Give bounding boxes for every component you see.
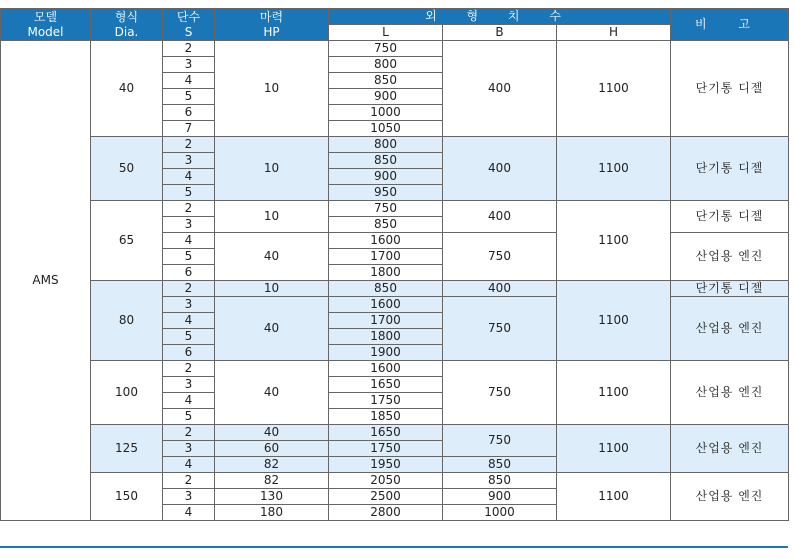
dia-cell: 125 [91, 425, 163, 473]
stage-cell: 2 [163, 41, 215, 57]
stage-cell: 4 [163, 505, 215, 521]
stage-cell: 3 [163, 153, 215, 169]
stage-cell: 4 [163, 73, 215, 89]
l-cell: 1950 [329, 457, 443, 473]
stage-cell: 3 [163, 217, 215, 233]
stage-cell: 4 [163, 233, 215, 249]
stage-cell: 6 [163, 345, 215, 361]
table-row [1, 41, 789, 57]
stage-cell: 3 [163, 297, 215, 313]
h-cell: 1100 [557, 361, 671, 425]
l-cell: 950 [329, 185, 443, 201]
table-row [1, 473, 789, 489]
h-cell: 1100 [557, 473, 671, 521]
stage-cell: 5 [163, 89, 215, 105]
l-cell: 1650 [329, 377, 443, 393]
note-cell: 산업용 엔진 [671, 361, 789, 425]
b-cell: 900 [443, 489, 557, 505]
stage-cell: 3 [163, 441, 215, 457]
l-cell: 2500 [329, 489, 443, 505]
header-b: B [443, 25, 557, 41]
l-cell: 1750 [329, 393, 443, 409]
hp-cell: 10 [215, 281, 329, 297]
note-cell: 산업용 엔진 [671, 425, 789, 473]
hp-cell: 10 [215, 137, 329, 201]
l-cell: 1800 [329, 329, 443, 345]
l-cell: 850 [329, 73, 443, 89]
hp-cell: 82 [215, 473, 329, 489]
b-cell: 1000 [443, 505, 557, 521]
header-dia: 형식 Dia. [91, 9, 163, 41]
header-row-1 [1, 9, 789, 25]
h-cell: 1100 [557, 425, 671, 473]
hp-cell: 82 [215, 457, 329, 473]
l-cell: 1750 [329, 441, 443, 457]
table-row [1, 425, 789, 441]
b-cell: 850 [443, 457, 557, 473]
stage-cell: 4 [163, 169, 215, 185]
b-cell: 750 [443, 361, 557, 425]
header-l: L [329, 25, 443, 41]
l-cell: 1000 [329, 105, 443, 121]
l-cell: 1700 [329, 313, 443, 329]
stage-cell: 2 [163, 361, 215, 377]
header-dimensions: 외 형 치 수 [329, 9, 671, 25]
b-cell: 400 [443, 41, 557, 137]
table-row [1, 361, 789, 377]
hp-cell: 10 [215, 41, 329, 137]
l-cell: 750 [329, 201, 443, 217]
l-cell: 1600 [329, 297, 443, 313]
header-stage: 단수 S [163, 9, 215, 41]
l-cell: 1700 [329, 249, 443, 265]
hp-cell: 180 [215, 505, 329, 521]
header-h: H [557, 25, 671, 41]
h-cell: 1100 [557, 137, 671, 201]
stage-cell: 3 [163, 377, 215, 393]
table-row [1, 201, 789, 217]
l-cell: 850 [329, 281, 443, 297]
b-cell: 400 [443, 281, 557, 297]
b-cell: 750 [443, 425, 557, 457]
spec-table [0, 8, 789, 521]
stage-cell: 4 [163, 393, 215, 409]
note-cell: 단기통 디젤 [671, 137, 789, 201]
b-cell: 850 [443, 473, 557, 489]
l-cell: 1600 [329, 361, 443, 377]
l-cell: 1850 [329, 409, 443, 425]
dia-cell: 80 [91, 281, 163, 361]
hp-cell: 130 [215, 489, 329, 505]
dia-cell: 150 [91, 473, 163, 521]
dia-cell: 65 [91, 201, 163, 281]
note-cell: 단기통 디젤 [671, 201, 789, 233]
stage-cell: 2 [163, 137, 215, 153]
l-cell: 1650 [329, 425, 443, 441]
b-cell: 750 [443, 233, 557, 281]
table-row [1, 281, 789, 297]
l-cell: 850 [329, 153, 443, 169]
dia-cell: 100 [91, 361, 163, 425]
stage-cell: 7 [163, 121, 215, 137]
h-cell: 1100 [557, 281, 671, 361]
note-cell: 단기통 디젤 [671, 41, 789, 137]
stage-cell: 3 [163, 489, 215, 505]
note-cell: 단기통 디젤 [671, 281, 789, 297]
stage-cell: 3 [163, 57, 215, 73]
b-cell: 400 [443, 201, 557, 233]
l-cell: 1050 [329, 121, 443, 137]
dia-cell: 40 [91, 41, 163, 137]
note-cell: 산업용 엔진 [671, 233, 789, 281]
header-hp: 마력 HP [215, 9, 329, 41]
model-cell: AMS [1, 41, 91, 521]
l-cell: 800 [329, 137, 443, 153]
stage-cell: 2 [163, 281, 215, 297]
l-cell: 900 [329, 89, 443, 105]
header-note: 비 고 [671, 9, 789, 41]
b-cell: 750 [443, 297, 557, 361]
hp-cell: 60 [215, 441, 329, 457]
l-cell: 2050 [329, 473, 443, 489]
h-cell: 1100 [557, 201, 671, 281]
stage-cell: 5 [163, 329, 215, 345]
l-cell: 750 [329, 41, 443, 57]
hp-cell: 40 [215, 233, 329, 281]
bottom-rule [0, 546, 788, 548]
stage-cell: 2 [163, 201, 215, 217]
l-cell: 1600 [329, 233, 443, 249]
stage-cell: 4 [163, 457, 215, 473]
header-model: 모델 Model [1, 9, 91, 41]
l-cell: 1800 [329, 265, 443, 281]
h-cell: 1100 [557, 41, 671, 137]
l-cell: 2800 [329, 505, 443, 521]
b-cell: 400 [443, 137, 557, 201]
hp-cell: 10 [215, 201, 329, 233]
stage-cell: 5 [163, 409, 215, 425]
l-cell: 850 [329, 217, 443, 233]
hp-cell: 40 [215, 425, 329, 441]
stage-cell: 6 [163, 105, 215, 121]
dia-cell: 50 [91, 137, 163, 201]
stage-cell: 6 [163, 265, 215, 281]
stage-cell: 4 [163, 313, 215, 329]
table-row [1, 137, 789, 153]
stage-cell: 5 [163, 249, 215, 265]
l-cell: 800 [329, 57, 443, 73]
stage-cell: 2 [163, 425, 215, 441]
hp-cell: 40 [215, 361, 329, 425]
l-cell: 900 [329, 169, 443, 185]
stage-cell: 5 [163, 185, 215, 201]
note-cell: 산업용 엔진 [671, 297, 789, 361]
stage-cell: 2 [163, 473, 215, 489]
l-cell: 1900 [329, 345, 443, 361]
hp-cell: 40 [215, 297, 329, 361]
note-cell: 산업용 엔진 [671, 473, 789, 521]
